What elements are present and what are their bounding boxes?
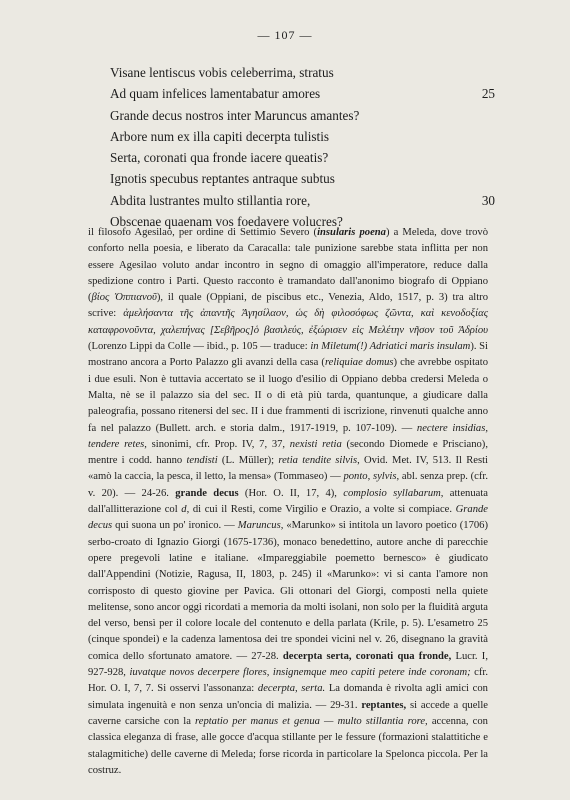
latin-term: nexisti retia [289,438,342,450]
commentary-text: accenna, con classica eleganza di frase, alle gocce d'acqua stillante per le fessure (formazioni stalattitiche e stalagmitiche) delle caverne di Meleda; forse ricorda in particolare la Spelonca piccola. Per la costruz. [88,715,488,776]
commentary-text: cfr. Hor. O. I, 7, 7. Si osservi l'assonanza: [88,667,488,695]
latin-term: in Miletum(!) Adriatici maris insulam [310,341,471,353]
verse-line [110,83,495,104]
verse-text: Abdita lustrantes multo stillantia rore, [110,192,311,208]
latin-term: iuvatque novos decerpere flores, insignemque meo capiti petere inde coronam; [129,667,471,679]
verse-line [110,147,495,168]
commentary-text: il filosofo Agesilao, per ordine di Settimio Severo ( [88,227,318,238]
latin-term: complosio syllabarum, [343,487,444,499]
verse-line [110,126,495,147]
verse-text: Visane lentiscus vobis celeberrima, stratus [110,65,334,80]
poem-verses [110,62,495,232]
commentary-text: di cui il Resti, come Virgilio e Orazio, a volte si compiace. [189,504,456,516]
commentary-text: ), il quale (Oppiani, de piscibus etc., Venezia, Aldo, 1517, p. 3) tra altro scrive: [88,292,488,320]
commentary-text: (L. Müller); [217,455,279,467]
commentary-text: ) a Meleda, dove trovò conforto nella poesia, e liberato da Caracalla: tale punizione sarebbe stata inflitta per non essere Agesilao voluto andar incontro in segno di omaggio all'imperatore, reduce dalla spedizione contro i Parti. Questo racconto è tramandato dall'anonimo biografo di Oppiano ( [88,227,488,304]
lemma: grande decus [175,487,239,499]
commentary-text: (Hor. O. II, 17, 4), [238,487,344,499]
commentary-text: Lucr. I, 927-928, [88,650,488,679]
line-number: 25 [481,86,495,102]
commentary [88,225,488,779]
commentary-text: ) che avrebbe ospitato i due esuli. Non è tuttavia accertato se il luogo d'esilio di Oppiano debba credersi Meleda o Malta, nè se il palazzo sia del sec. II o di età più tarda, quantunque, a giudicare dalla paleografia, possano ritenersi del sec. II i due frammenti di iscrizione, rinvenuti qualche anno fa nel palazzo (Bullett. arch. e storia dalm., 1917-1919, p. 107-109). — [88,357,488,434]
commentary-text: qui suona un po' ironico. — [112,520,238,532]
latin-term: nectere insidias, tendere retes [88,422,488,450]
commentary-text: (secondo Diomede e Prisciano), mentre i codd. hanno [88,438,488,467]
latin-term: Maruncus, [237,520,284,532]
verse-text: Grande decus nostros inter Maruncus amantes? [110,107,360,123]
lemma: reptantes, [361,699,407,711]
verse-line [110,168,495,189]
commentary-text: La domanda è rivolta agli amici con simulata ingenuità e non senza un'oncia di malizia. — 29-31. [88,683,488,711]
latin-term: retia tendite silvis [278,455,358,467]
commentary-text: «Marunko» si intitola un lavoro poetico (1706) serbo-croato di Ignazio Giorgi (1675-1736), monaco benedettino, autore anche di parecchie opere pregevoli latine e italiane. «Impareggiabile poemetto bernesco» è giudicato dall'Appendini (Notizie, Ragusa, II, 1803, p. 245) il «Marunko»: vi si canta l'amore non corrisposto di questo giovine per Pavica. Gli ottonari del Giorgi, composti nella quiete melitense, sono ancor oggi ricordati a memoria da molti isolani, non solo per la fluidità arguta del verso, bensì per il colore locale del contenuto e della parlata (Krile, p. 5). L'esametro 25 (cinque spondei) e la cadenza lamentosa dei tre spondei vicini nel v. 26, disegnano la gravità comica dello sfortunato amatore. — 27-28. [88,520,488,662]
commentary-text: (Lorenzo Lippi da Colle — ibid., p. 105 — traduce: [88,341,311,353]
verse-text: Ignotis specubus reptantes antraque subtus [110,171,335,187]
verse-text: Obscenae quaenam vos foedavere volucres? [110,214,343,230]
latin-term: decerpta, serta. [257,683,326,695]
greek-quotation: ἀμελήσαντα τῆς ἀπαντῆς Ἀγησίλαον, ὡς δὴ φιλοσόφως ζῶντα, καὶ κενοδοξίας καταφρονοῦντα, χαλεπήνας [Σεβῆρος]ὁ βασιλεύς, ἐξώρισεν εἰς Μελέτην νῆσον τοῦ Ἀδρίου [88,308,488,336]
verse-line [110,105,495,126]
latin-term: d, [181,504,190,516]
verse-line [110,62,495,83]
verse-text: Arbore num ex illa capiti decerpta tulistis [110,128,329,144]
verse-text: Ad quam infelices lamentabatur amores [110,86,321,102]
latin-term: ponto, sylvis, [343,471,400,483]
commentary-text: , sinonimi, cfr. Prop. IV, 7, 37, [144,438,290,450]
latin-term: insularis poena [317,227,386,238]
latin-term: tendisti [186,455,218,467]
latin-term: reliquiae domus [324,357,394,369]
commentary-text: si accede a quelle caverne carsiche con la [88,699,488,727]
verse-line [110,190,495,211]
commentary-paragraph [88,225,488,779]
latin-term: reptatio per manus et genua — multo stillantia rore, [195,715,428,727]
latin-term: Grande decus [88,504,489,532]
verse-text: Serta, coronati qua fronde iacere queatis? [110,150,329,166]
commentary-text: , Ovid. Met. IV, 513. Il Resti «amò la caccia, la pesca, il letto, la mensa» (Tommaseo) — [88,455,488,483]
commentary-text: attenuata dall'allitterazione col [88,487,488,516]
commentary-text: abl. senza prep. (cfr. v. 20). — 24-26. [88,471,488,499]
page-number: — 107 — [257,28,313,42]
greek-term: βίος Ὀππιανοῦ [91,292,157,304]
lemma: decerpta serta, coronati qua fronde, [282,650,452,662]
commentary-text: ). Si mostrano ancora a Porto Palazzo gli avanzi della casa ( [88,341,488,369]
line-number: 30 [481,192,495,208]
